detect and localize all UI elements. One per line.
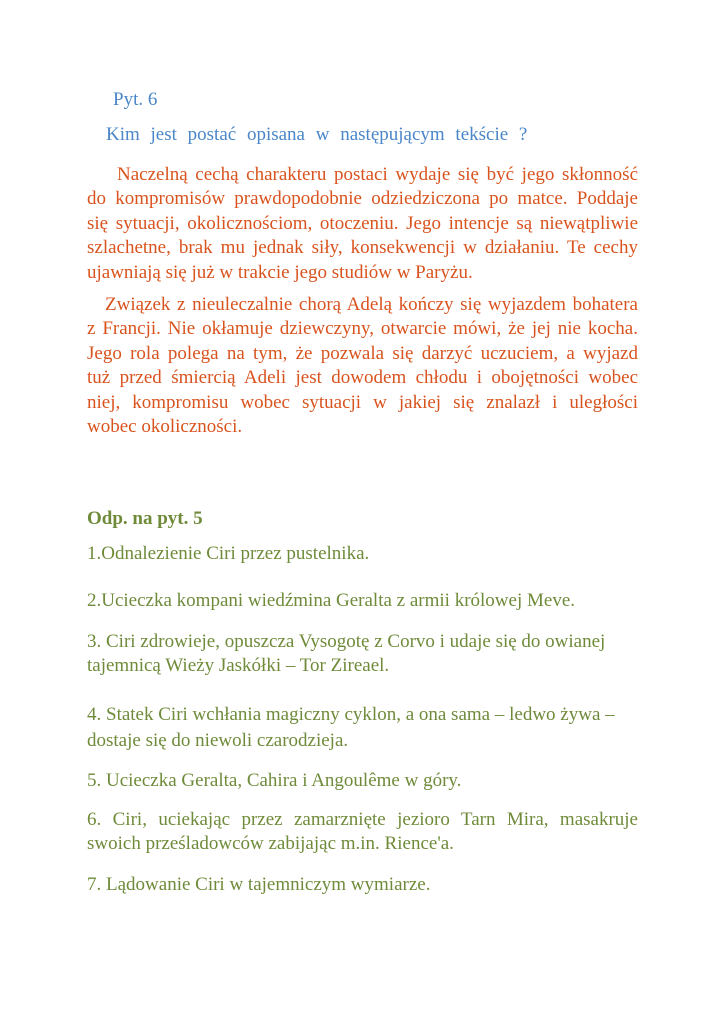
answer-item-7: 7. Lądowanie Ciri w tajemniczym wymiarze. [87, 874, 431, 895]
paragraph-line: szlachetne, brak mu jednak siły, konsekwencji w działaniu. Te cechy [87, 237, 638, 259]
answer-line: dostaje się do niewoli czarodzieja. [87, 730, 349, 751]
answer-line: 4. Statek Ciri wchłania magiczny cyklon, a ona sama – ledwo żywa – [87, 704, 615, 725]
description-paragraph-1 [87, 163, 638, 285]
paragraph-line: Jego rola polega na tym, że pozwala się darzyć uczuciem, a wyjazd [87, 342, 638, 364]
answer-item-1: 1.Odnalezienie Ciri przez pustelnika. [87, 543, 370, 564]
answer-item-6 [87, 808, 638, 856]
answer-item-5: 5. Ucieczka Geralta, Cahira i Angoulême w góry. [87, 770, 462, 791]
answer-line: swoich prześladowców zabijając m.in. Rience'a. [87, 833, 454, 854]
answer-line: tajemnicą Wieży Jaskółki – Tor Zireael. [87, 655, 390, 676]
paragraph-line: niej, kompromisu wobec sytuacji w jakiej się znalazł i uległości [87, 391, 638, 413]
paragraph-line: tuż przed śmiercią Adeli jest dowodem chłodu i obojętności wobec [87, 367, 638, 389]
answer-item-2: 2.Ucieczka kompani wiedźmina Geralta z armii królowej Meve. [87, 590, 575, 611]
paragraph-line: Naczelną cechą charakteru postaci wydaje się być jego skłonność [117, 164, 638, 185]
answer-item-4 [87, 702, 638, 754]
paragraph-line: wobec okoliczności. [87, 416, 243, 438]
paragraph-line: z Francji. Nie okłamuje dziewczyny, otwarcie mówi, że jej nie kocha. [87, 318, 638, 340]
paragraph-line: do kompromisów prawdopodobnie odziedziczona po matce. Poddaje [87, 188, 638, 210]
paragraph-line: ujawniają się już w trakcie jego studiów w Paryżu. [87, 261, 473, 283]
question-prompt: Kim jest postać opisana w następującym tekście ? [106, 124, 528, 145]
paragraph-line: się sytuacji, okolicznościom, otoczeniu. Jego intencje są niewątpliwie [87, 212, 638, 234]
answer-item-3 [87, 630, 638, 678]
description-paragraph-2 [87, 293, 638, 439]
answer-line: 3. Ciri zdrowieje, opuszcza Vysogotę z Corvo i udaje się do owianej [87, 631, 606, 652]
question-number: Pyt. 6 [113, 89, 158, 110]
paragraph-line: Związek z nieuleczalnie chorą Adelą kończy się wyjazdem bohatera [105, 294, 638, 315]
answers-heading: Odp. na pyt. 5 [87, 508, 203, 529]
answer-line: 6. Ciri, uciekając przez zamarznięte jezioro Tarn Mira, masakruje [87, 809, 638, 830]
